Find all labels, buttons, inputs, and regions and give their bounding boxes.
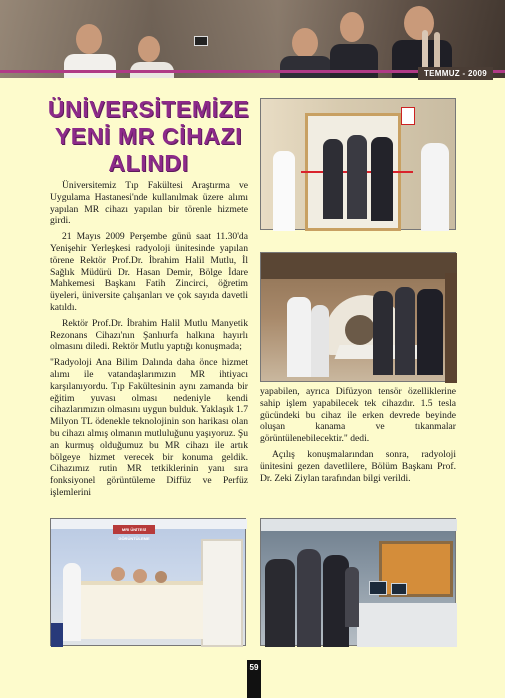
person <box>371 137 393 221</box>
person <box>395 287 415 375</box>
quote-paragraph: "Radyoloji Ana Bilim Dalında daha önce hizmet alımı ile vatandaşlarımızın MR ihtiyacı karşılanıyordu. Tıp Fakültesinin aynı zamanda bir eğitim yuvası olması nedeniyle kendi cihazlarımızın olmasını uygun bulduk. Yaklaşık 1.7 Milyon TL ödenekle teknolojinin son harikası olan bu cihazı almış olmanın mutluluğunu yaşıyoruz. Şu an kurmuş olduğumuz bu MR cihazı ile artık bölgeye hizmet verecek bir konuma geldik. Cihazımız rutin MR tetkiklerinin yanı sıra fonksiyonel görüntüleme Diffüz ve Perfüz işlemlerini <box>50 357 248 498</box>
person <box>133 569 147 583</box>
banner-person <box>278 0 334 78</box>
unit-sign: MRI ÜNİTESİ GÖRÜNTÜLEME <box>113 525 155 534</box>
paragraph: Açılış konuşmalarından sonra, radyoloji ünitesini gezen davetlilere, Bölüm Başkanı Prof. Dr. Zeki Ziylan tarafından bilgi verildi. <box>260 448 456 484</box>
chair <box>51 623 63 647</box>
ceiling <box>261 519 457 531</box>
photo-ribbon-cutting <box>260 98 456 230</box>
person <box>417 289 443 375</box>
person <box>265 559 295 647</box>
warning-sign <box>401 107 415 125</box>
person <box>311 305 329 377</box>
monitor <box>369 581 387 595</box>
person <box>155 571 167 583</box>
title-line: ÜNİVERSİTEMİZE <box>47 96 250 122</box>
photo-reception <box>50 518 246 646</box>
title-line: YENİ MR CİHAZI <box>54 123 243 149</box>
person <box>323 139 343 219</box>
photo-control-room <box>260 518 456 646</box>
paragraph: Üniversitemiz Tıp Fakültesi Araştırma ve Uygulama Hastanesi'nde kullanılmak üzere alımı yapılan MR cihazı yapılan bir törenle hizmete girdi. <box>50 180 248 227</box>
paragraph: 21 Mayıs 2009 Perşembe günü saat 11.30'da Yenişehir Yerleşkesi radyoloji ünitesinde yapılan törene Rektör Prof.Dr. İbrahim Halil Mutlu, İl Sağlık Müdürü Dr. Hasan Demir, Bölge İdare Mahkemesi Başkanı Fatih Zincirci, öğretim üyeleri, üniversite çalışanları ve çok sayıda davetli katıldı. <box>50 231 248 313</box>
door <box>201 539 243 647</box>
person <box>373 291 393 375</box>
shelf <box>445 273 457 383</box>
banner-person <box>128 0 178 78</box>
title-line: ALINDI <box>108 150 189 176</box>
paragraph: yapabilen, ayrıca Difüzyon tensör özelliklerine sahip işlem yapabilecek tek cihazdır. 1.5 tesla gücündeki bu cihaz ile erken devrede beyinde oluşan kanama ve tıkanmalar görüntülenebilecektir." dedi. <box>260 386 456 445</box>
person <box>345 567 359 627</box>
banner-anatomy-figure <box>434 32 440 70</box>
person <box>287 297 311 377</box>
monitor <box>391 583 407 595</box>
photo-mr-room <box>260 252 456 382</box>
banner-anatomy-figure <box>422 30 428 70</box>
banner-monitor <box>190 0 212 78</box>
banner-person <box>330 0 380 78</box>
person <box>347 135 367 219</box>
article-left-column <box>50 180 248 503</box>
banner-person <box>60 0 120 78</box>
article-right-column <box>260 386 456 488</box>
paragraph: Rektör Prof.Dr. İbrahim Halil Mutlu Manyetik Rezonans Cihazı'nın Şanlıurfa halkına hayırlı olmasını diledi. Rektör Mutlu yaptığı konuşmada; <box>50 317 248 353</box>
person <box>421 143 449 231</box>
date-badge: TEMMUZ - 2009 <box>418 67 493 80</box>
person <box>111 567 125 581</box>
desk <box>357 603 457 647</box>
person <box>297 549 321 647</box>
person <box>63 563 81 641</box>
article-title <box>46 96 251 177</box>
scanner-bore <box>345 315 375 345</box>
reception-desk <box>79 581 203 639</box>
page-number: 59 <box>247 660 261 698</box>
person <box>273 151 295 231</box>
ceiling <box>261 253 457 279</box>
